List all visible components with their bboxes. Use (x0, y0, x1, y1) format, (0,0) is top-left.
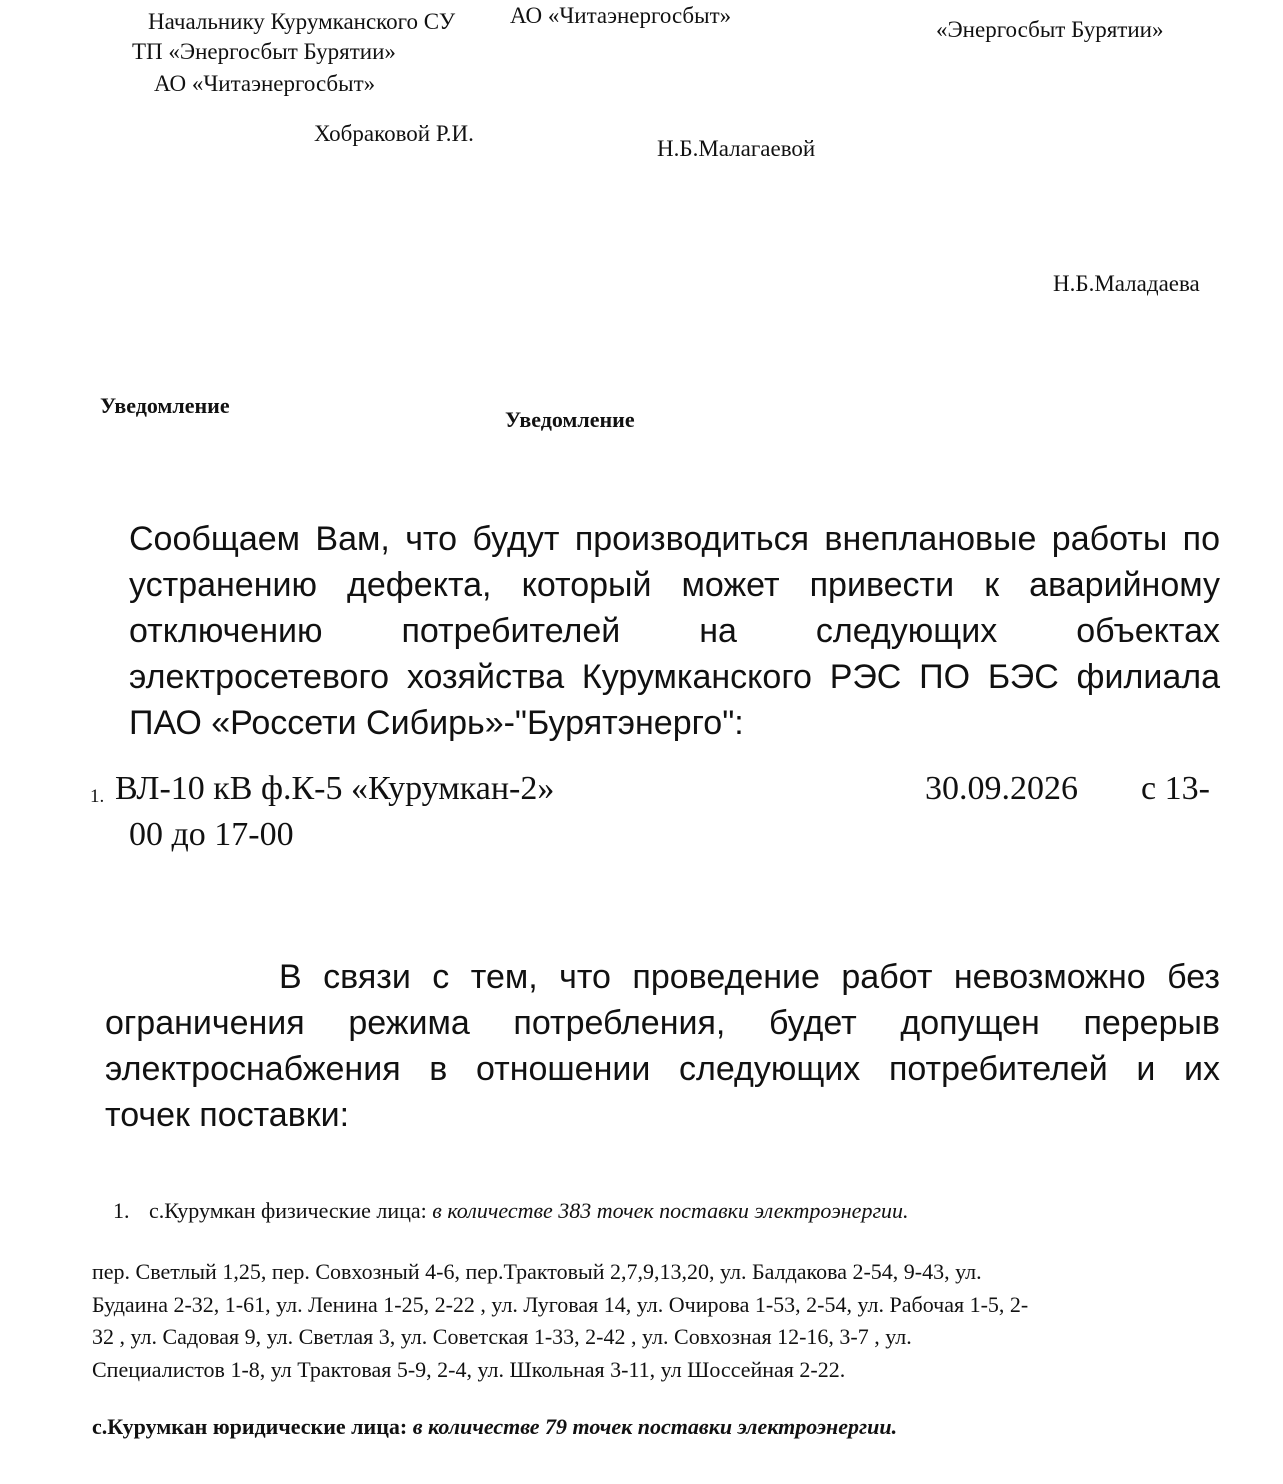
intro-line: отключению потребителей на следующих объектах (129, 612, 1220, 650)
intro-line: устранению дефекта, который может привести к аварийному (129, 566, 1220, 604)
reason-paragraph (105, 954, 1220, 1138)
notice-title-center: Уведомление (505, 407, 635, 432)
reason-line: ограничения режима потребления, будет допущен перерыв (105, 1004, 1220, 1042)
reason-line: электроснабжения в отношении следующих потребителей и их (105, 1050, 1220, 1088)
address-line: Будаина 2-32, 1-61, ул. Ленина 1-25, 2-22 , ул. Луговая 14, ул. Очирова 1-53, 2-54, ул. Рабочая 1-5, 2- (92, 1291, 1029, 1317)
individuals-line (149, 1194, 909, 1227)
intro-paragraph (129, 516, 1220, 746)
address-line: Специалистов 1-8, ул Трактовая 5-9, 2-4, ул. Школьная 3-11, ул Шоссейная 2-22. (92, 1356, 846, 1382)
consumer-item-number: 1. (113, 1198, 130, 1223)
notice-title-left: Уведомление (100, 393, 230, 418)
recipient-org-center: АО «Читаэнергосбыт» (510, 3, 732, 28)
legal-count: в количестве 79 точек поставки электроэнергии. (412, 1414, 898, 1439)
recipient-line-2: ТП «Энергосбыт Бурятии» (132, 39, 396, 64)
intro-line: электросетевого хозяйства Курумканского РЭС ПО БЭС филиала (129, 658, 1220, 696)
recipient-org-right: «Энергосбыт Бурятии» (936, 17, 1164, 42)
address-line: пер. Светлый 1,25, пер. Совхозный 4-6, пер.Трактовый 2,7,9,13,20, ул. Балдакова 2-54, 9-43, ул. (92, 1259, 982, 1284)
individuals-count: в количестве 383 точек поставки электроэнергии. (432, 1198, 909, 1223)
legal-label: с.Курумкан юридические лица: (92, 1414, 408, 1439)
intro-line: ПАО «Россети Сибирь»-"Бурятэнерго": (129, 704, 744, 742)
work-item-object: ВЛ-10 кВ ф.К-5 «Курумкан-2» (115, 770, 555, 807)
recipient-name-center: Н.Б.Малагаевой (657, 136, 816, 161)
individuals-label: с.Курумкан физические лица: (149, 1198, 427, 1223)
work-item-number: 1. (90, 786, 105, 807)
legal-line (92, 1410, 897, 1443)
recipient-line-1: Начальнику Курумканского СУ (148, 9, 456, 34)
recipient-line-3: АО «Читаэнергосбыт» (154, 71, 376, 96)
address-line: 32 , ул. Садовая 9, ул. Светлая 3, ул. Советская 1-33, 2-42 , ул. Совхозная 12-16, 3-7 , ул. (92, 1324, 912, 1349)
reason-line: точек поставки: (105, 1096, 350, 1134)
work-item-time-start: с 13- (1141, 770, 1210, 807)
reason-line: В связи с тем, что проведение работ невозможно без (279, 958, 1220, 996)
recipient-name-right: Н.Б.Маладаева (1053, 271, 1200, 296)
work-item-time-rest: 00 до 17-00 (129, 816, 294, 853)
recipient-name-left: Хобраковой Р.И. (314, 121, 474, 146)
intro-line: Сообщаем Вам, что будут производиться внеплановые работы по (129, 520, 1220, 558)
work-item-date: 30.09.2026 (925, 770, 1078, 807)
address-list (92, 1256, 1202, 1386)
